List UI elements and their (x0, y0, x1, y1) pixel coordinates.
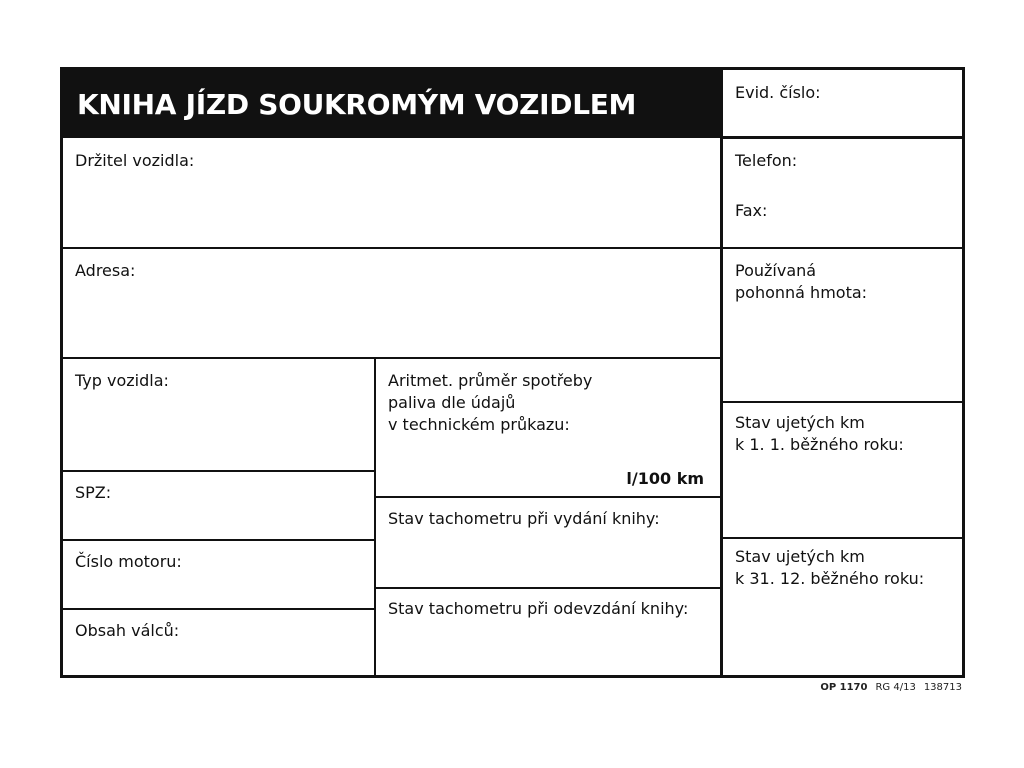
divider-evid-phone (722, 136, 962, 139)
tachometr-odevzdani-label: Stav tachometru při odevzdání knihy: (388, 599, 689, 618)
form-title: KNIHA JÍZD SOUKROMÝM VOZIDLEM (77, 88, 637, 121)
title-bar (63, 70, 722, 138)
divider-km-start-km-end (722, 537, 962, 539)
divider-engine-cylinders (63, 608, 375, 610)
typ-vozidla-label: Typ vozidla: (75, 371, 169, 390)
divider-odometer-issue-return (375, 587, 721, 589)
divider-vertical-right (720, 70, 723, 675)
divider-holder-address (63, 247, 721, 249)
divider-consumption-odometer (375, 496, 721, 498)
cislo-motoru-label: Číslo motoru: (75, 552, 182, 571)
prumer-spotreby-label: Aritmet. průměr spotřeby paliva dle údajů v technickém průkazu: (388, 371, 593, 434)
divider-address-vehicle (63, 357, 721, 359)
evid-cislo-label: Evid. číslo: (735, 83, 821, 102)
spotreba-unit: l/100 km (626, 469, 704, 488)
tachometr-vydani-label: Stav tachometru při vydání knihy: (388, 509, 660, 528)
divider-spz-engine (63, 539, 375, 541)
spz-label: SPZ: (75, 483, 112, 502)
stav-km-zacatek-label: Stav ujetých km k 1. 1. běžného roku: (735, 413, 904, 454)
stav-km-konec-label: Stav ujetých km k 31. 12. běžného roku: (735, 547, 925, 588)
telefon-label: Telefon: (735, 151, 798, 170)
form-revision: RG 4/13 (875, 682, 916, 693)
obsah-valcu-label: Obsah válců: (75, 621, 180, 640)
form-footer (812, 681, 962, 695)
form-number: 138713 (923, 682, 962, 693)
divider-fuel-km-start (722, 401, 962, 403)
driving-log-form (60, 67, 965, 678)
divider-fax-fuel (722, 247, 962, 249)
adresa-label: Adresa: (75, 261, 136, 280)
divider-type-spz (63, 470, 375, 472)
drzitel-label: Držitel vozidla: (75, 151, 195, 170)
divider-vertical-middle (374, 359, 376, 675)
pohonna-hmota-label: Používaná pohonná hmota: (735, 261, 868, 302)
form-code: OP 1170 (820, 682, 868, 693)
fax-label: Fax: (735, 201, 768, 220)
